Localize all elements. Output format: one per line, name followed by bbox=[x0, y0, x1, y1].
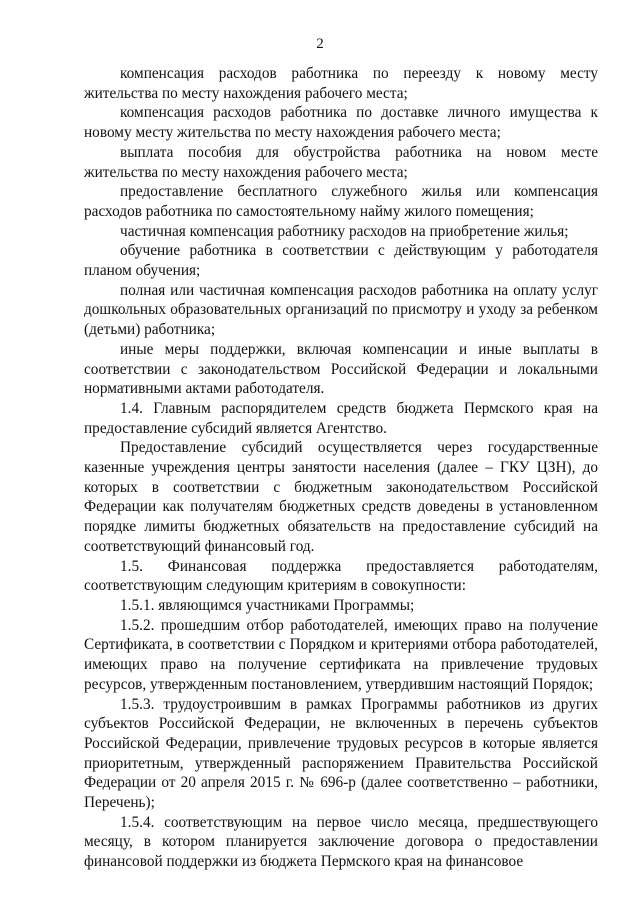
paragraph-settlement-allowance: выплата пособия для обустройства работника на новом месте жительства по месту нахождения рабочего места; bbox=[84, 143, 598, 181]
paragraph-1-5: 1.5. Финансовая поддержка предоставляется работодателям, соответствующим следующим критериям в совокупности: bbox=[84, 557, 598, 595]
paragraph-1-5-3: 1.5.3. трудоустроившим в рамках Программы работников из других субъектов Российской Федерации, не включенных в перечень субъектов Российской Федерации, привлечение трудовых ресурсов в которые является приоритетным, утвержденный распоряжением Правительства Российской Федерации от 20 апреля 2015 г. № 696-р (далее соответственно – работники, Перечень); bbox=[84, 695, 598, 812]
body-text bbox=[84, 64, 598, 872]
paragraph-1-5-2: 1.5.2. прошедшим отбор работодателей, имеющих право на получение Сертификата, в соответствии с Порядком и критериями отбора работодателей, имеющих право на получение сертификата на привлечение трудовых ресурсов, утвержденным постановлением, утвердившим настоящий Порядок; bbox=[84, 616, 598, 693]
paragraph-other-support: иные меры поддержки, включая компенсации и иные выплаты в соответствии с законодательством Российской Федерации и локальными нормативными актами работодателя. bbox=[84, 340, 598, 398]
page-number: 2 bbox=[316, 36, 324, 52]
paragraph-housing: предоставление бесплатного служебного жилья или компенсация расходов работника по самостоятельному найму жилого помещения; bbox=[84, 183, 598, 220]
paragraph-1-5-4: 1.5.4. соответствующим на первое число месяца, предшествующего месяцу, в котором планируется заключение договора о предоставлении финансовой поддержки из бюджета Пермского края на финансовое bbox=[84, 813, 598, 871]
paragraph-1-4: 1.4. Главным распорядителем средств бюджета Пермского края на предоставление субсидий является Агентство. bbox=[84, 399, 598, 437]
paragraph-training: обучение работника в соответствии с действующим у работодателя планом обучения; bbox=[84, 242, 598, 280]
paragraph-childcare: полная или частичная компенсация расходов работника на оплату услуг дошкольных образовательных организаций по присмотру и уходу за ребенком (детьми) работника; bbox=[84, 281, 598, 339]
paragraph-1-5-1: 1.5.1. являющимся участниками Программы; bbox=[120, 596, 415, 614]
paragraph-housing-purchase: частичная компенсация работнику расходов на приобретение жилья; bbox=[120, 222, 569, 240]
paragraph-property-delivery: компенсация расходов работника по доставке личного имущества к новому месту жительства по месту нахождения рабочего места; bbox=[84, 104, 598, 142]
paragraph-relocation-compensation: компенсация расходов работника по переезду к новому месту жительства по месту нахождения рабочего места; bbox=[84, 65, 598, 102]
paragraph-subsidy-provision: Предоставление субсидий осуществляется через государственные казенные учреждения центры занятости населения (далее – ГКУ ЦЗН), до которых в соответствии с бюджетным законодательством Российской Федерации как получателям бюджетных средств доведены в установленном порядке лимиты бюджетных обязательств на предоставление субсидий на соответствующий финансовый год. bbox=[84, 439, 598, 555]
